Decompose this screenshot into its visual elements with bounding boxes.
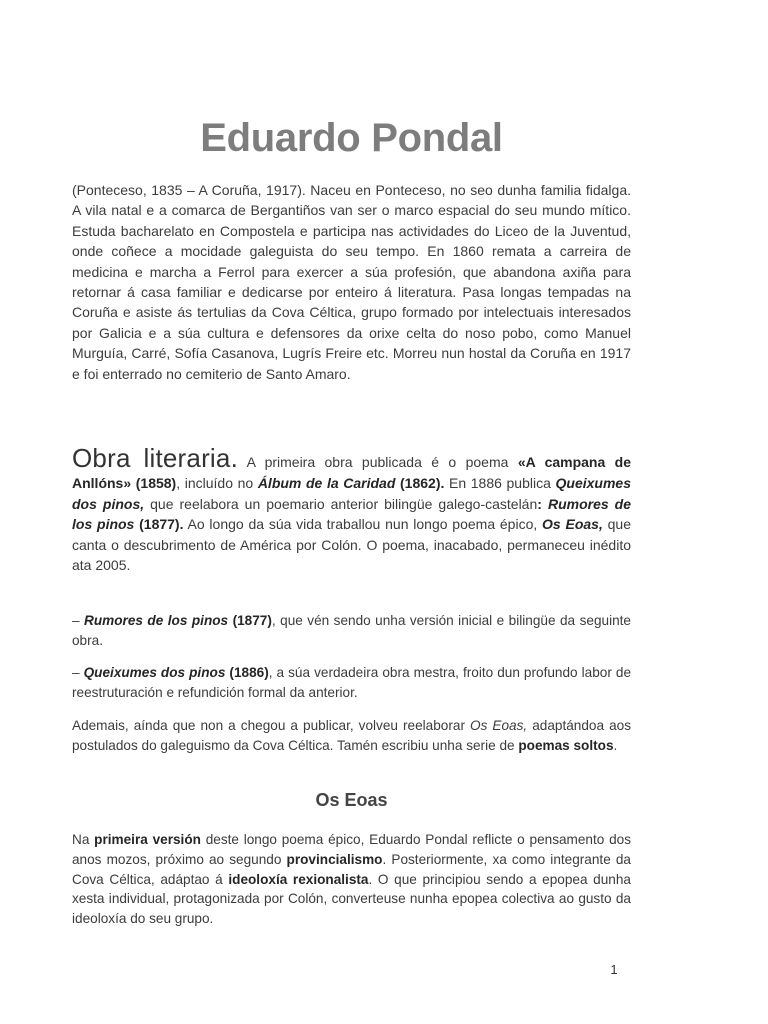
obra-literaria-heading: Obra literaria. [72, 443, 238, 473]
bold-text: ideoloxía rexionalista [228, 871, 369, 887]
intro-paragraph: (Ponteceso, 1835 – A Coruña, 1917). Naceu en Ponteceso, no seo dunha familia fidalga. A vila natal e a comarca de Bergantiños van ser o marco espacial do seu mundo mítico. Estuda bacharelato en Compostela e participa nas actividades do Liceo de la Juventud, onde coñece a mocidade galeguista do seu tempo. En 1860 remata a carreira de medicina e marcha a Ferrol para exercer a súa profesión, que abandona axiña para retornar á casa familiar e dedicarse por enteiro á literatura. Pasa longas tempadas na Coruña e asiste ás tertulias da Cova Céltica, grupo formado por intelectuais interesados por Galicia e a súa cultura e defensores da orixe celta do noso pobo, como Manuel Murguía, Carré, Sofía Casanova, Lugrís Freire etc. Morreu nun hostal da Coruña en 1917 e foi enterrado no cemiterio de Santo Amaro. [72, 182, 631, 382]
text-run: que canta o descubrimento de América por Colón. O poema, inacabado, permaneceu inédito ata 2005. [72, 516, 632, 573]
os-eoas-paragraph [72, 830, 631, 929]
bold-italic-text: Queixumes dos pinos, [72, 475, 631, 512]
bold-italic-text: Rumores de los pinos [72, 495, 631, 532]
bold-text: provincialismo [286, 851, 383, 867]
bold-text: (1877) [228, 613, 272, 628]
bold-italic-text: Rumores de los pinos [84, 613, 229, 628]
bold-italic-text: Álbum de la Caridad [257, 475, 396, 491]
bold-text: poemas soltos [518, 737, 614, 753]
text-run: , a súa verdadeira obra mestra, froito dun profundo labor de reestruturación e refundición formal da anterior. [72, 665, 632, 700]
italic-text: Os Eoas, [470, 718, 528, 733]
text-run: Ademais, aínda que non a chegou a publicar, volveu reelaborar [72, 718, 471, 733]
text-run: – [72, 665, 84, 680]
text-run: – [72, 613, 85, 628]
text-run: adaptándoa aos postulados do galeguismo da Cova Céltica. Tamén escribiu unha serie de [72, 718, 631, 753]
text-run: deste longo poema épico, Eduardo Pondal reflicte o pensamento dos anos mozos, próximo ao segundo [72, 832, 632, 867]
document-title: Eduardo Pondal [200, 116, 503, 160]
bold-text: primeira versión [94, 832, 201, 847]
bold-text: : [537, 495, 548, 512]
ademais-paragraph [72, 716, 631, 756]
bold-text: (1877). [134, 516, 184, 532]
works-list-item [72, 611, 631, 651]
text-run: , que vén sendo unha versión inicial e bilingüe da seguinte obra. [72, 613, 631, 648]
text-run: . Posteriormente, xa como integrante da Cova Céltica, adáptao á [72, 851, 631, 887]
text-run: . O que principiou sendo a epopea dunha xesta individual, protagonizada por Colón, converteuse nunha epopea colectiva ao gusto da ideoloxía do seu grupo. [72, 871, 631, 927]
text-run: En 1886 publica [444, 475, 556, 491]
section-heading: Os Eoas [315, 790, 388, 810]
bold-text: (1862). [395, 475, 445, 491]
text-run: . [613, 737, 618, 753]
works-list-item [72, 663, 631, 703]
obra-literaria-paragraph [72, 443, 631, 576]
bold-italic-text: Os Eoas, [542, 516, 603, 532]
text-run: A primeira obra publicada é o poema [238, 454, 518, 470]
page-number: 1 [610, 962, 618, 977]
bold-text: «A campana de Anllóns» (1858) [72, 454, 632, 491]
bold-text: (1886) [225, 665, 269, 680]
text-run: Ao longo da súa vida traballou nun longo poema épico, [183, 516, 543, 532]
text-run: que reelabora un poemario anterior bilingüe galego-castelán [144, 495, 538, 512]
text-run: Na [72, 832, 95, 847]
bold-italic-text: Queixumes dos pinos [83, 665, 226, 680]
text-run: , incluído no [176, 475, 258, 491]
